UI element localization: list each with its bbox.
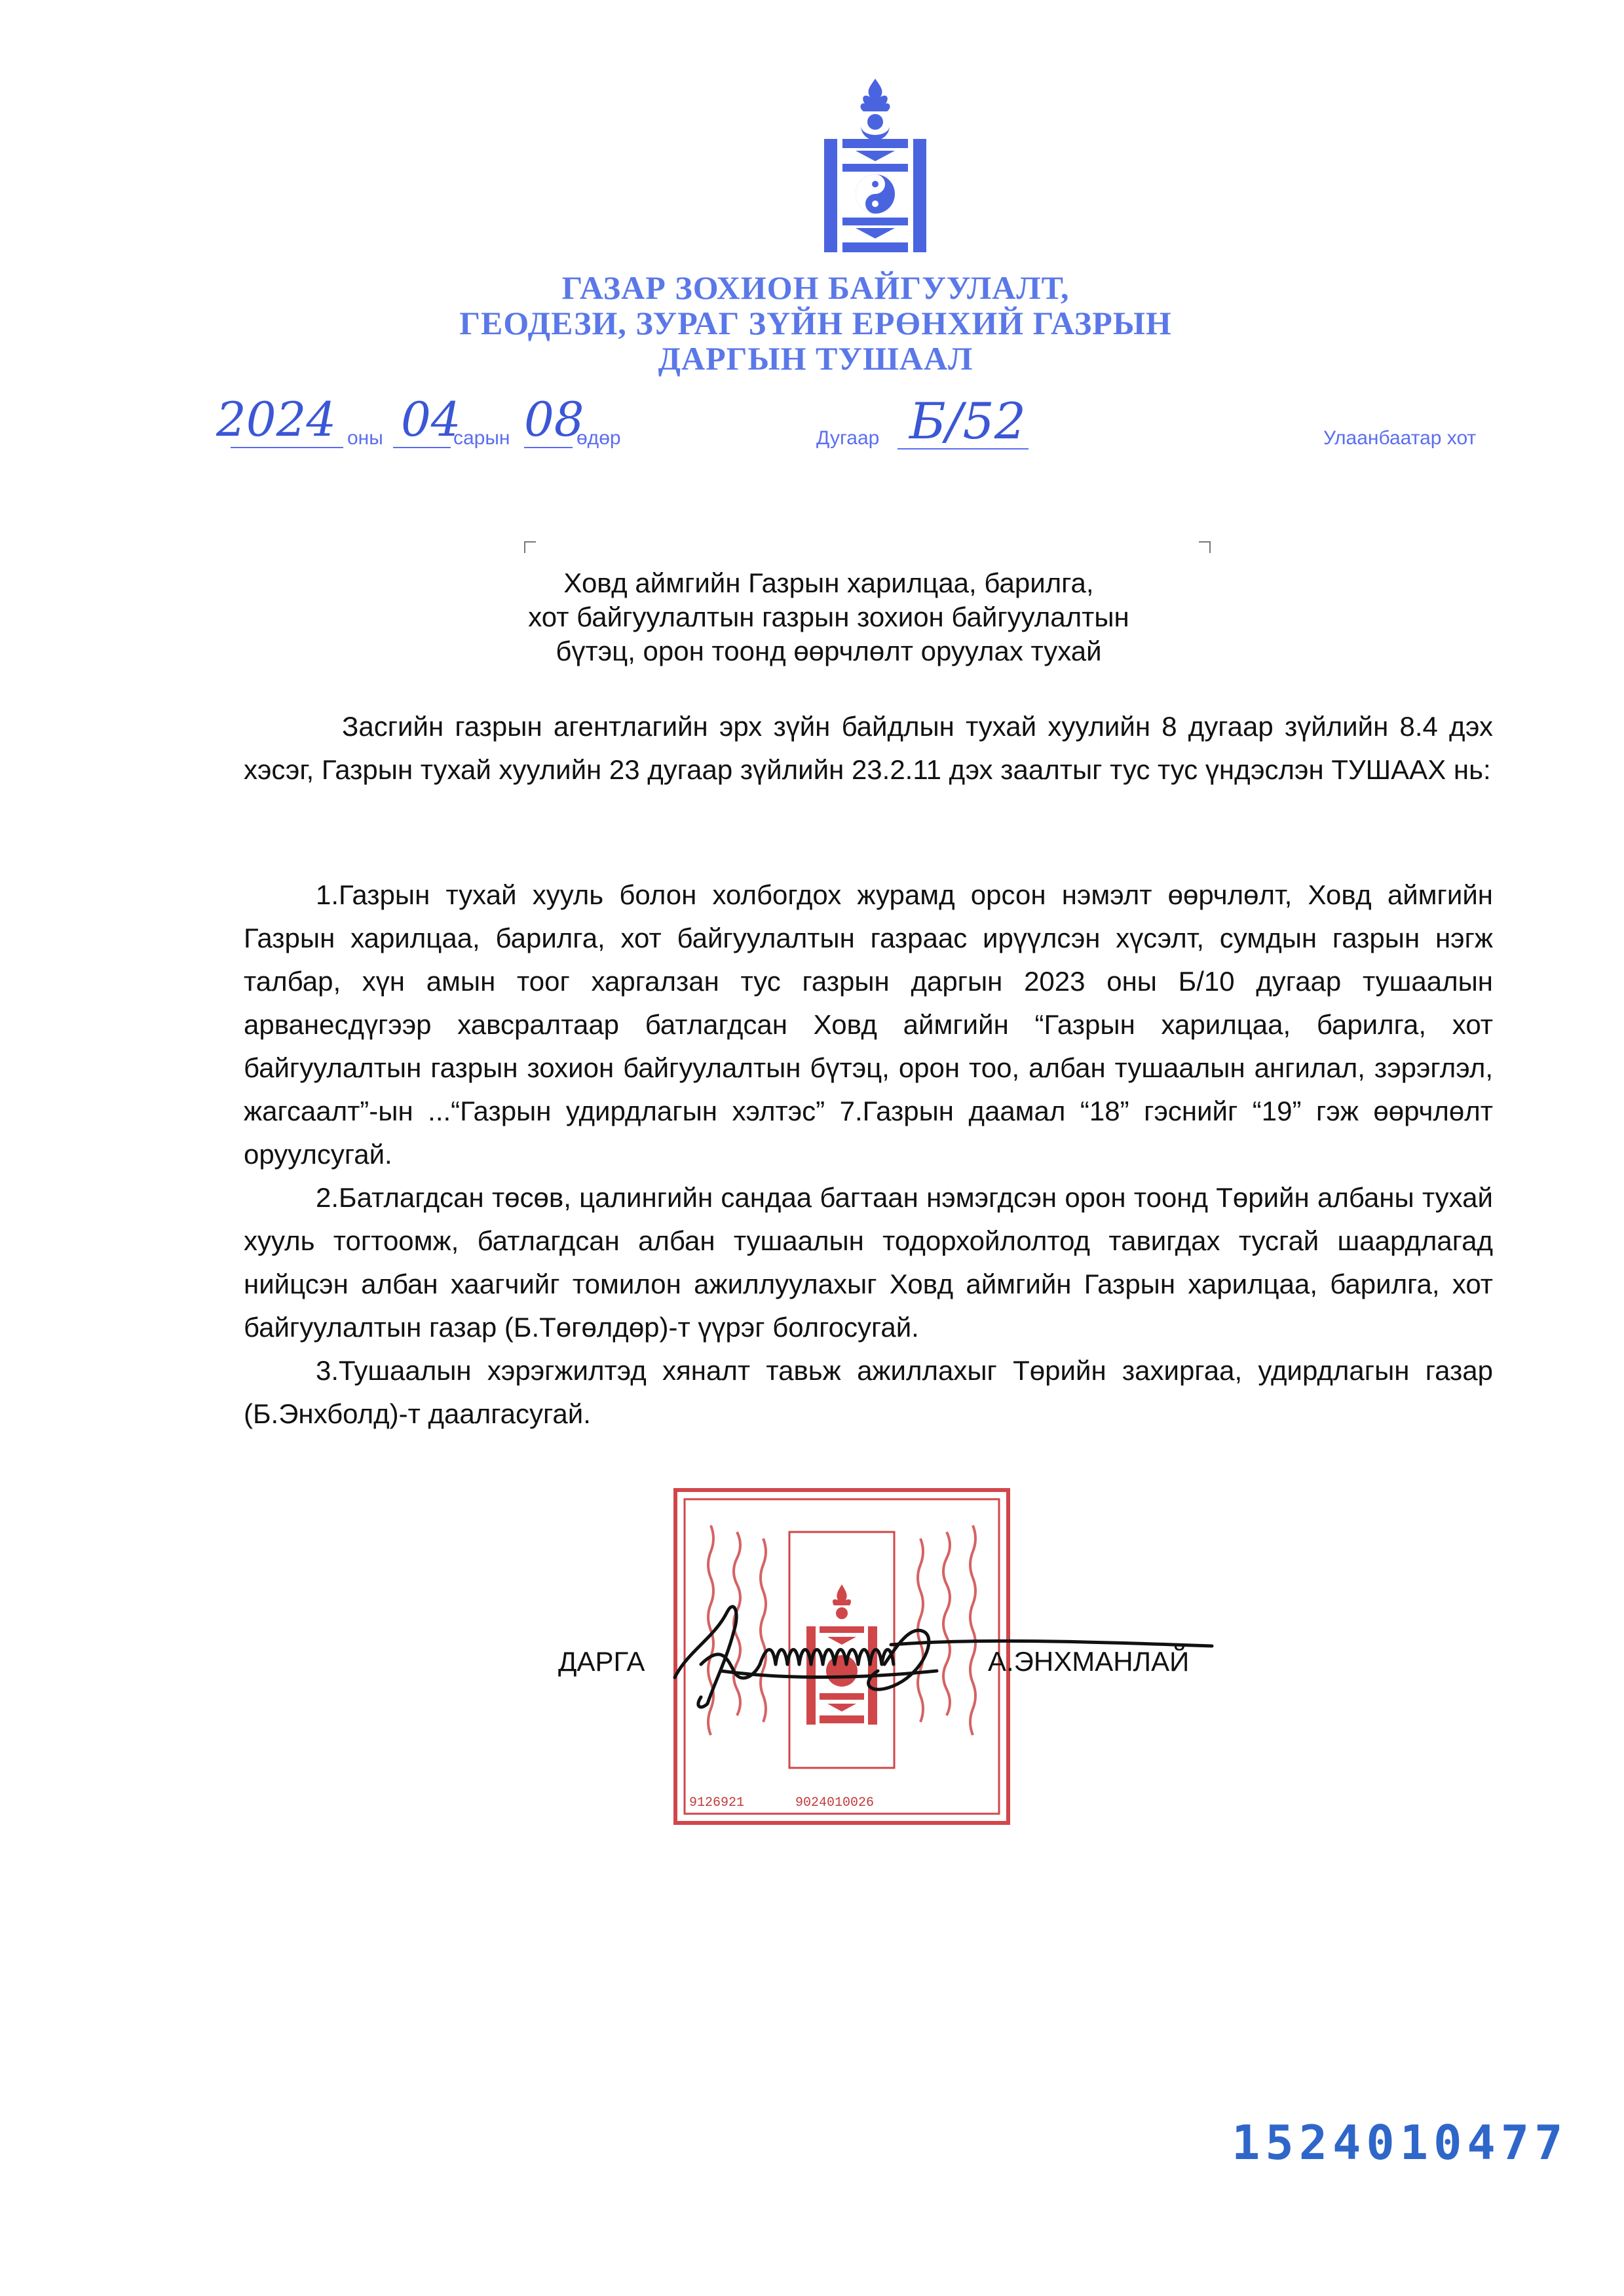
soyombo-emblem-icon xyxy=(824,79,926,252)
signatory-position: ДАРГА xyxy=(558,1646,645,1677)
order-item-2: 2.Батлагдсан төсөв, цалингийн сандаа багтаан нэмэгдсэн орон тоонд Төрийн албаны тухай хууль тогтоомж, батлагдсан албан тушаалын тодорхойлолтод тавигдах тусгай шаардлагад нийцсэн албан хаагчийг томилон ажиллуулахыг Ховд аймгийн Газрын харилцаа, барилга, хот байгуулалтын газар (Б.Төгөлдөр)-т үүрэг болгосугай. xyxy=(244,1182,1493,1343)
month-underline xyxy=(393,447,451,448)
preamble-text: Засгийн газрын агентлагийн эрх зүйн байдлын тухай хуулийн 8 дугаар зүйлийн 8.4 дэх хэсэг, Газрын тухай хуулийн 23 дугаар зүйлийн 23.2.11 дэх заалтыг тус тус үндэслэн ТУШААХ нь: xyxy=(244,711,1493,785)
subject-line-3: бүтэц, орон тоонд өөрчлөлт оруулах тухай xyxy=(556,636,1102,666)
city-label: Улаанбаатар хот xyxy=(1323,427,1477,449)
seal-number-1: 9126921 xyxy=(689,1795,745,1810)
year-suffix: оны xyxy=(347,427,383,449)
month-suffix: сарын xyxy=(453,427,510,449)
issuer-title xyxy=(419,270,1212,376)
issuer-title-line-1: ГАЗАР ЗОХИОН БАЙГУУЛАЛТ, xyxy=(561,269,1070,306)
order-items xyxy=(244,873,1493,1436)
year-underline xyxy=(231,447,343,448)
handwritten-signature xyxy=(662,1573,1225,1723)
order-number: Б/52 xyxy=(909,392,1027,450)
subject-heading xyxy=(459,566,1199,668)
registration-number: 1524010477 xyxy=(1232,2115,1568,2170)
order-item-3: 3.Тушаалын хэрэгжилтэд хяналт тавьж ажиллахыг Төрийн захиргаа, удирдлагын газар (Б.Энхболд)-т даалгасугай. xyxy=(244,1355,1493,1429)
number-underline xyxy=(897,448,1029,450)
date-month: 04 xyxy=(401,392,461,447)
subject-line-1: Ховд аймгийн Газрын харилцаа, барилга, xyxy=(563,567,1094,598)
date-year: 2024 xyxy=(216,392,337,447)
preamble xyxy=(244,705,1493,792)
issuer-title-line-3: ДАРГЫН ТУШААЛ xyxy=(658,340,973,377)
issuer-title-line-2: ГЕОДЕЗИ, ЗУРАГ ЗҮЙН ЕРӨНХИЙ ГАЗРЫН xyxy=(459,305,1172,341)
subject-corner-right xyxy=(1199,541,1211,553)
day-underline xyxy=(524,447,573,448)
order-item-1: 1.Газрын тухай хууль болон холбогдох журамд орсон нэмэлт өөрчлөлт, Ховд аймгийн Газрын харилцаа, барилга, хот байгуулалтын газраас ирүүлсэн хүсэлт, сумдын газрын нэгж талбар, хүн амын тоог харгалзан тус газрын даргын 2023 оны Б/10 дугаар тушаалын арванесдүгээр хавсралтаар батлагдсан Ховд аймгийн “Газрын харилцаа, барилга, хот байгуулалтын газрын зохион байгуулалтын бүтэц, орон тоо, албан тушаалын ангилал, зэрэглэл, жагсаалт”-ын ...“Газрын удирдлагын хэлтэс” 7.Газрын даамал “18” гэснийг “19” гэж өөрчлөлт оруулсугай. xyxy=(244,879,1493,1170)
signatory-name: А.ЭНХМАНЛАЙ xyxy=(988,1646,1190,1677)
subject-line-2: хот байгуулалтын газрын зохион байгуулалтын xyxy=(528,602,1129,632)
number-label: Дугаар xyxy=(816,427,880,449)
subject-corner-left xyxy=(524,541,536,553)
day-suffix: өдөр xyxy=(576,427,621,449)
seal-number-2: 9024010026 xyxy=(795,1795,875,1810)
date-day: 08 xyxy=(524,392,584,447)
